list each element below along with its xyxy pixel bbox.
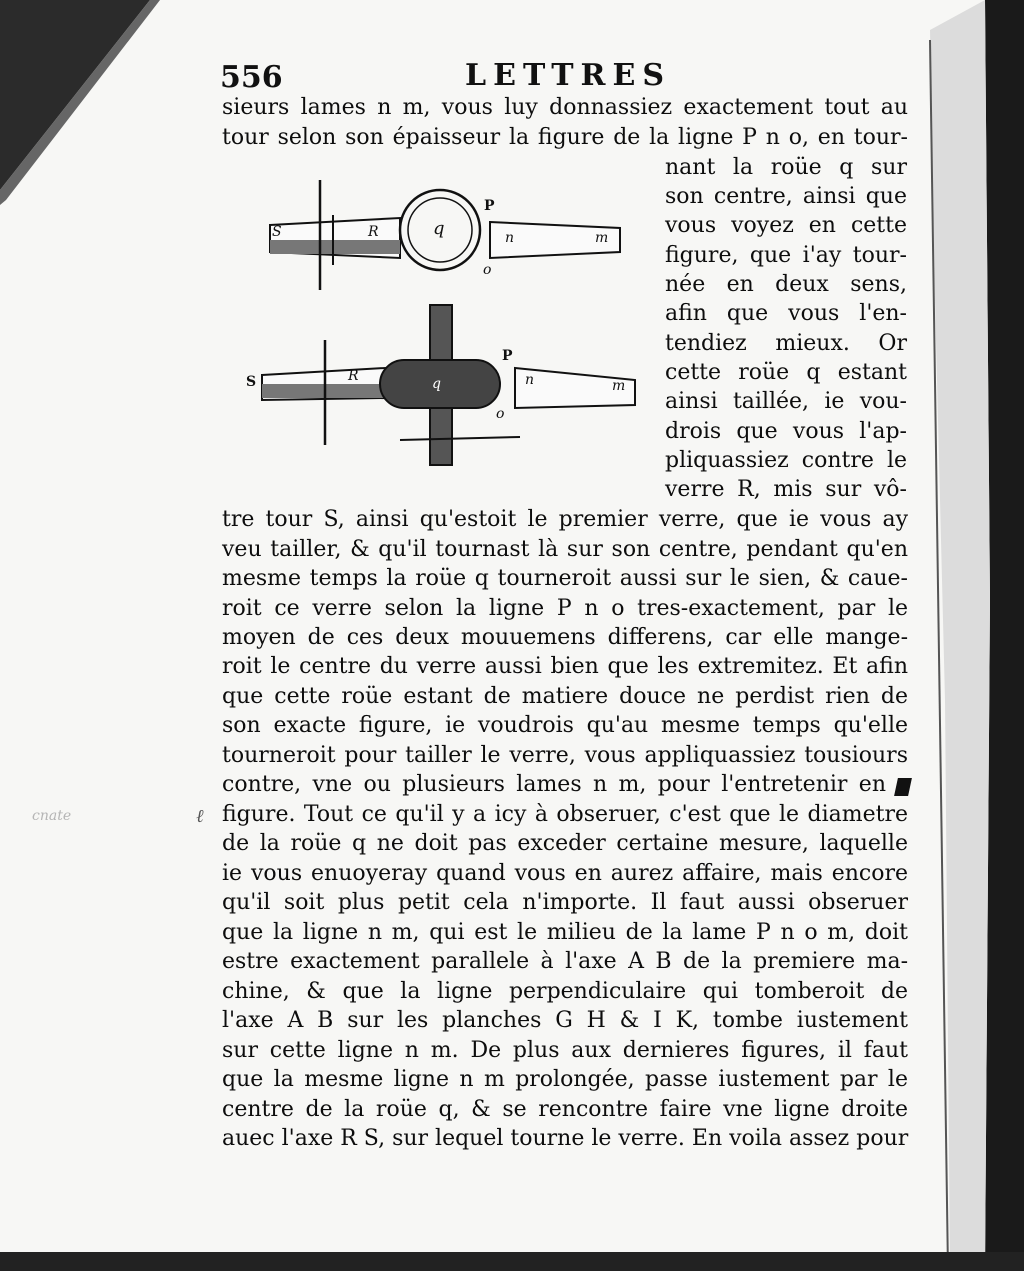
text-line: de la roüe q ne doit pas exceder certaine mesure, laquelle (222, 831, 908, 856)
text-line: l'axe A B sur les planches G H & I K, tombe iustement (222, 1008, 908, 1033)
upper-label-s: S (272, 224, 282, 240)
margin-mark: ℓ (196, 806, 204, 827)
text-line: tourneroit pour tailler le verre, vous appliquassiez tousiours (222, 743, 908, 768)
text-line: ie vous enuoyeray quand vous en aurez affaire, mais encore (222, 861, 908, 886)
text-line: auec l'axe R S, sur lequel tourne le verre. En voila assez pour (222, 1126, 909, 1151)
right-edge-shadow (985, 0, 1024, 1271)
text-line: qu'il soit plus petit cela n'importe. Il faut aussi obseruer (222, 890, 908, 915)
lower-label-n: n (525, 372, 535, 388)
lower-horizontal-rod (400, 437, 520, 440)
text-line: cette roüe q estant (665, 360, 907, 385)
margin-note: cnate (32, 808, 72, 824)
text-line: contre, vne ou plusieurs lames n m, pour l'entretenir en (222, 772, 886, 797)
upper-label-q: q (433, 218, 445, 239)
text-line: que la ligne n m, qui est le milieu de la lame P n o m, doit (222, 920, 908, 945)
bottom-edge-shadow (0, 1252, 1024, 1271)
upper-label-o: o (483, 262, 492, 278)
text-line: que cette roüe estant de matiere douce ne perdist rien de (222, 684, 908, 709)
text-line: afin que vous l'en- (665, 301, 907, 326)
text-line: tre tour S, ainsi qu'estoit le premier verre, que ie vous ay (222, 507, 908, 532)
running-title: LETTRES (465, 58, 672, 93)
upper-label-r: R (368, 224, 379, 240)
text-line: drois que vous l'ap- (665, 419, 907, 444)
text-line: centre de la roüe q, & se rencontre faire vne ligne droite (222, 1097, 908, 1122)
lens-grinding-figure (240, 170, 660, 480)
lower-label-p: P (502, 348, 513, 364)
text-line: nant la roüe q sur (665, 155, 907, 180)
lower-label-o: o (496, 406, 505, 422)
text-line: chine, & que la ligne perpendiculaire qui tomberoit de (222, 979, 908, 1004)
text-line: que la mesme ligne n m prolongée, passe iustement par le (222, 1067, 908, 1092)
lower-label-r: R (348, 368, 359, 384)
upper-hatched-band (270, 240, 400, 254)
lower-label-m: m (612, 378, 626, 394)
page-header (220, 58, 920, 98)
text-line: ainsi taillée, ie vou- (665, 389, 907, 414)
text-line: roit le centre du verre aussi bien que les extremitez. Et afin (222, 654, 908, 679)
lower-label-q: q (432, 376, 441, 392)
lower-hatched-band (262, 384, 385, 398)
text-line: figure, que i'ay tour- (665, 243, 907, 268)
lower-figure (262, 305, 635, 465)
page-number: 556 (220, 60, 283, 95)
text-line: roit ce verre selon la ligne P n o tres-exactement, par le (222, 596, 908, 621)
text-line: tendiez mieux. Or (665, 331, 907, 356)
text-line: estre exactement parallele à l'axe A B de la premiere ma- (222, 949, 908, 974)
upper-label-p: P (484, 198, 495, 214)
text-line: veu tailler, & qu'il tournast là sur son centre, pendant qu'en (222, 537, 908, 562)
lower-label-s: S (246, 374, 257, 390)
upper-label-n: n (505, 230, 515, 246)
text-line: sieurs lames n m, vous luy donnassiez exactement tout au (222, 95, 908, 120)
text-line: tour selon son épaisseur la figure de la ligne P n o, en tour- (222, 125, 908, 150)
upper-figure (270, 180, 620, 290)
text-line: née en deux sens, (665, 272, 907, 297)
text-line: mesme temps la roüe q tourneroit aussi sur le sien, & caue- (222, 566, 908, 591)
text-line: figure. Tout ce qu'il y a icy à obseruer, c'est que le diametre (222, 802, 908, 827)
text-line: verre R, mis sur vô- (665, 477, 907, 502)
text-line: son centre, ainsi que (665, 184, 907, 209)
text-line: moyen de ces deux mouuemens differens, car elle mange- (222, 625, 908, 650)
text-line: vous voyez en cette (665, 213, 907, 238)
upper-label-m: m (595, 230, 609, 246)
text-line: sur cette ligne n m. De plus aux dernieres figures, il faut (222, 1038, 908, 1063)
text-line: son exacte figure, ie voudrois qu'au mesme temps qu'elle (222, 713, 908, 738)
text-line: pliquassiez contre le (665, 448, 907, 473)
